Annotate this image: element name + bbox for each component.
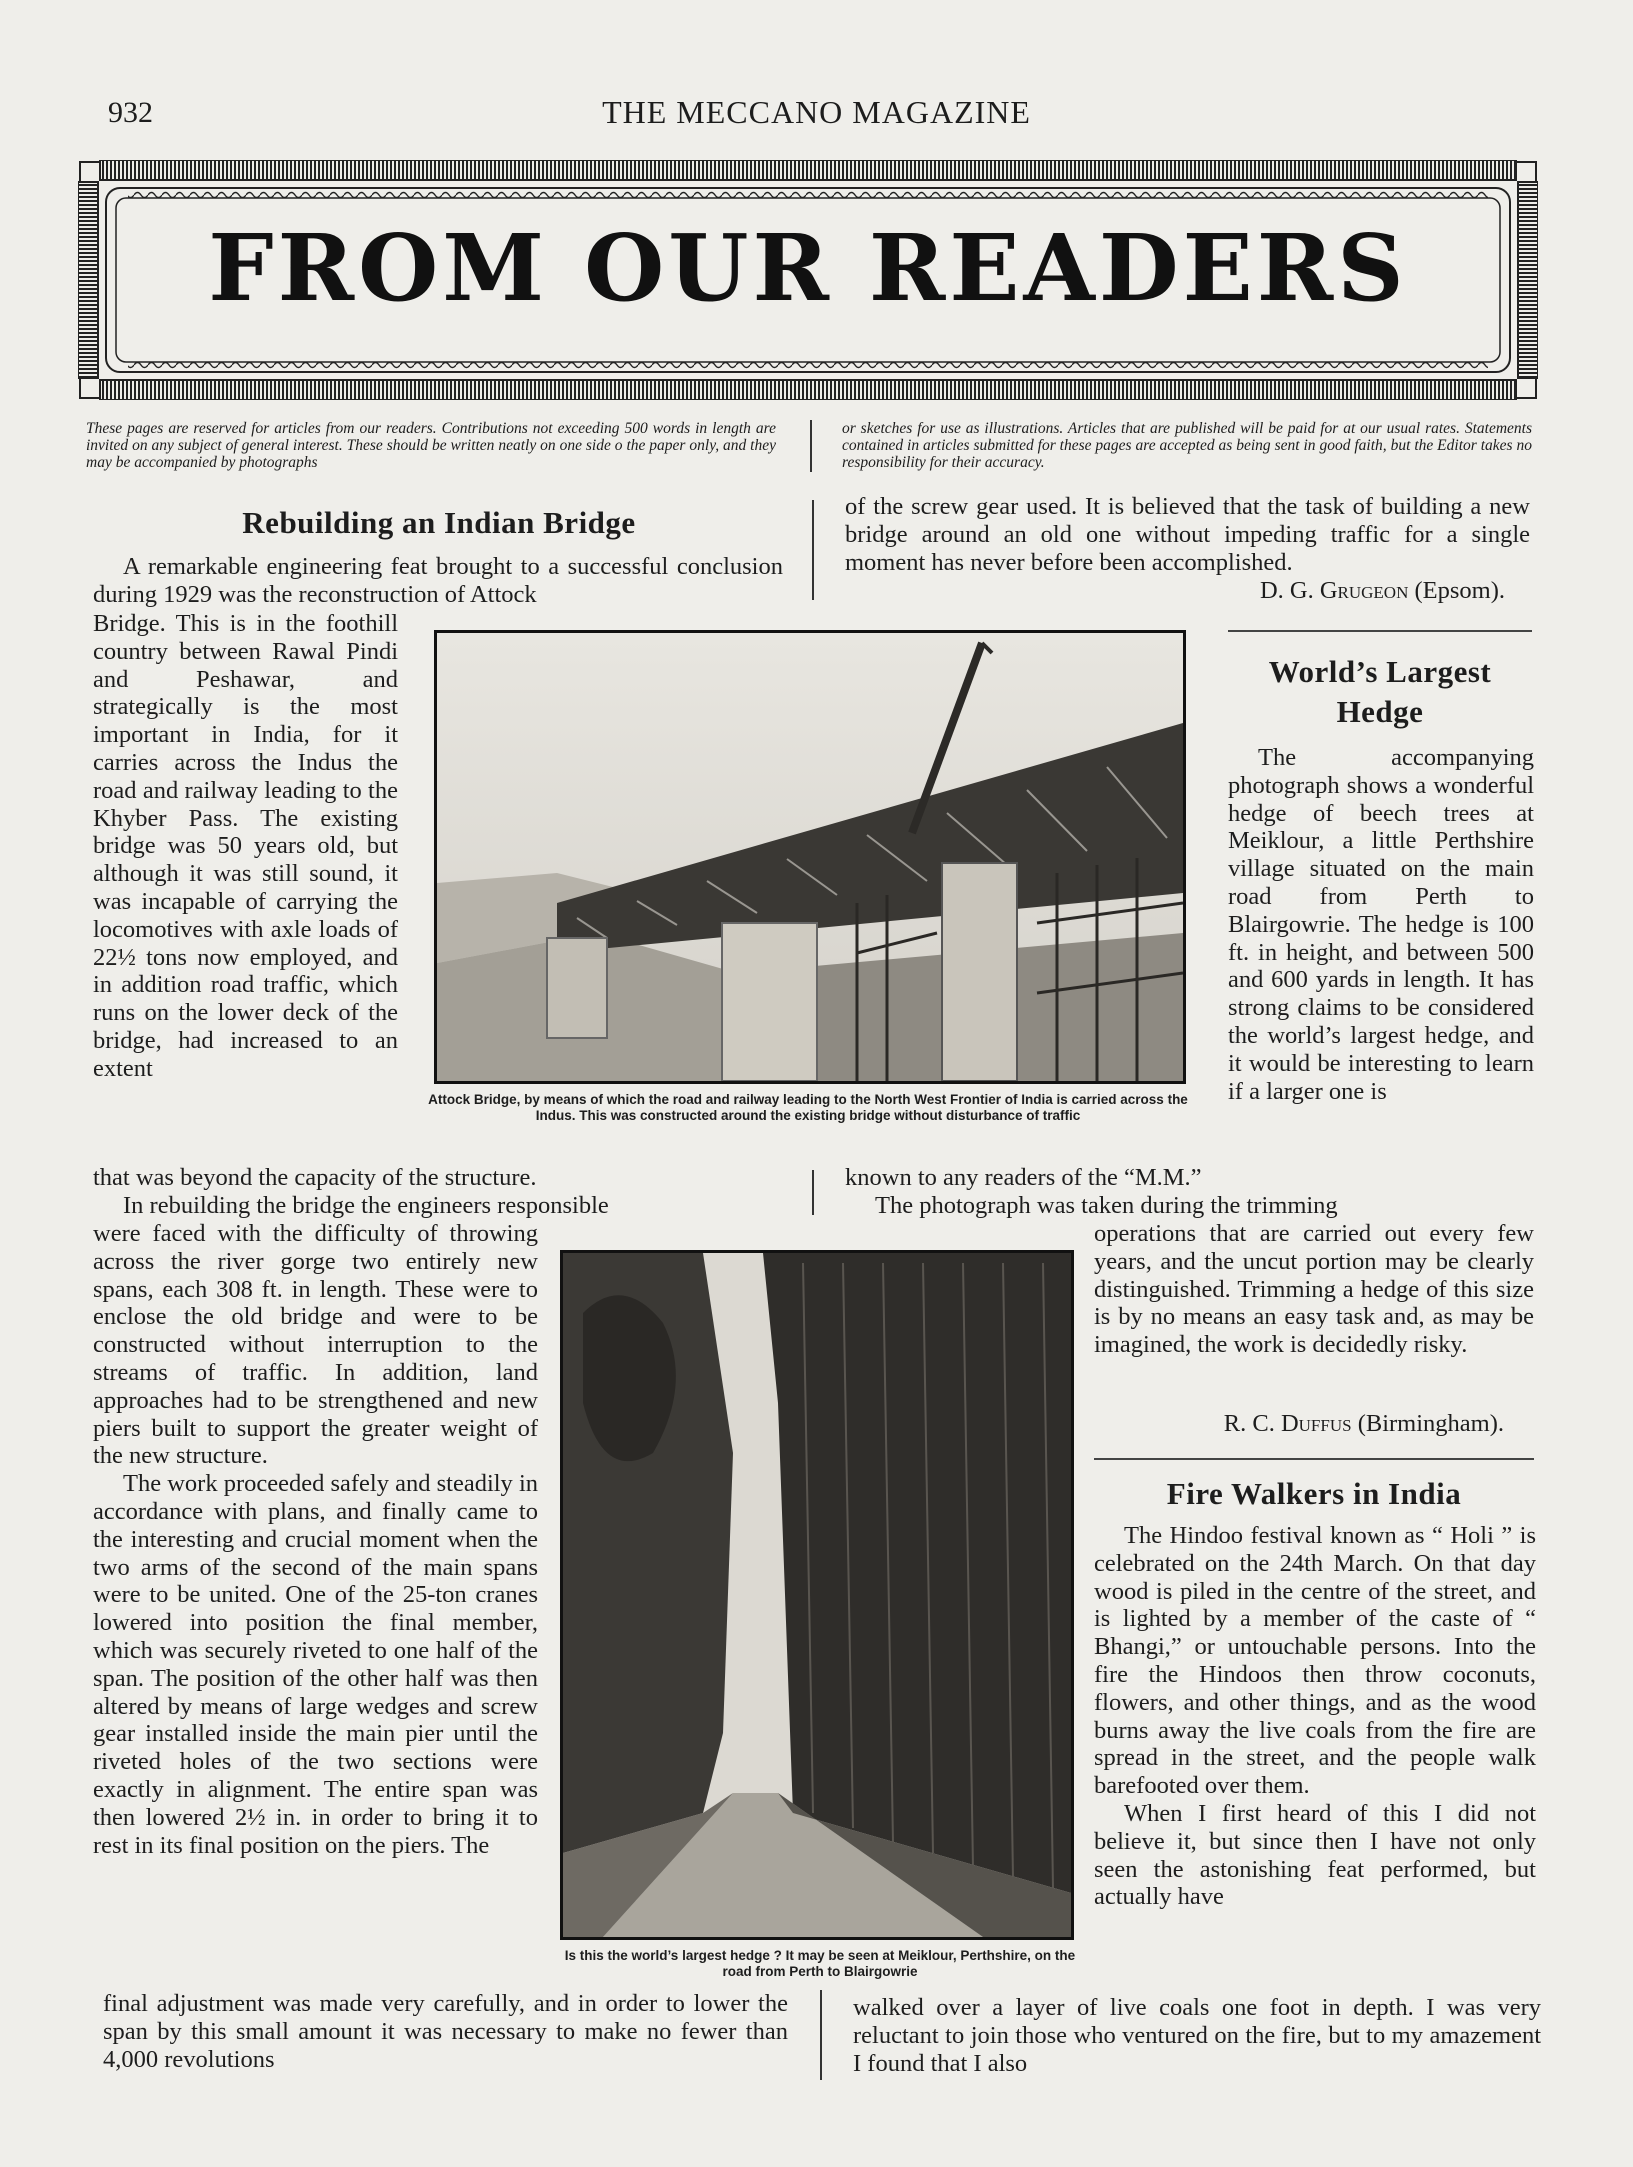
bridge-text: final adjustment was made very carefully, and in order to lower the span by this small amount it was necessary to make no fewer than 4,000 revolutions — [103, 1990, 788, 2073]
heading-line: World’s Largest — [1268, 654, 1492, 689]
intro-note-left: These pages are reserved for articles from our readers. Contributions not exceeding 500 words in length are invited on any subject of general interest. These should be written neatly on one side o the paper only, and they may be accompanied by photographs — [86, 420, 776, 471]
author-place: (Epsom). — [1414, 577, 1505, 604]
bridge-text: The work proceeded safely and steadily in accordance with plans, and finally came to the interesting and crucial moment when the two arms of the second of the main spans were to be united. One of the 25-ton cranes lowered into position the final member, which was securely riveted to one half of the span. The position of the other half was then altered by means of large wedges and screw gear installed inside the main pier until the riveted holes of the two sections were exactly in alignment. The entire span was then lowered 2½ in. in order to bring it to rest in its final position on the piers. The — [93, 1470, 538, 1859]
article-heading-largest-hedge — [1228, 652, 1532, 732]
bridge-text: In rebuilding the bridge the engineers responsible — [123, 1191, 609, 1219]
bridge-signature — [845, 577, 1505, 605]
bridge-continuation — [845, 493, 1530, 576]
author-name: R. C. Duffus — [1223, 1410, 1352, 1437]
attock-bridge-caption: Attock Bridge, by means of which the road and railway leading to the North West Frontier of India is carried across the Indus. This was constructed around the existing bridge without disturbance of traffic — [428, 1092, 1188, 1123]
meiklour-hedge-caption: Is this the world’s largest hedge ? It may be seen at Meiklour, Perthshire, on the road from Perth to Blairgowrie — [564, 1948, 1076, 1979]
fire-walkers-text: walked over a layer of live coals one foot in depth. I was very reluctant to join those who ventured on the fire, but to my amazement I found that I also — [853, 1994, 1541, 2077]
bridge-paragraph-2-wrap — [93, 1220, 538, 1859]
author-name: D. G. Grugeon — [1259, 577, 1409, 604]
fire-walkers-paragraph-1 — [1094, 1522, 1536, 1911]
article-heading-fire-walkers: Fire Walkers in India — [1166, 1476, 1462, 1511]
section-rule — [1228, 630, 1532, 632]
hedge-text: known to any readers of the “M.M.” — [845, 1164, 1202, 1191]
fire-walkers-text: When I first heard of this I did not believe it, but since then I have not only seen the astonishing feat performed, but actually have — [1094, 1799, 1536, 1911]
hedge-signature — [1094, 1410, 1504, 1438]
running-title: THE MECCANO MAGAZINE — [602, 94, 1031, 130]
page-number: 932 — [108, 96, 153, 129]
hedge-paragraph-2-wrap — [1094, 1220, 1534, 1359]
hedge-paragraph-1-wrap — [1228, 744, 1534, 1105]
bridge-text: A remarkable engineering feat brought to a successful conclusion during 1929 was the reconstruction of Attock — [93, 553, 783, 608]
attock-bridge-photo — [434, 630, 1186, 1084]
bridge-paragraph-1-end — [93, 1164, 813, 1220]
banner-title: FROM OUR READERS — [208, 214, 1408, 322]
column-divider — [812, 500, 814, 600]
bridge-text: of the screw gear used. It is believed that the task of building a new bridge around an old one without impeding traffic for a single moment has never before been accomplished. — [845, 493, 1530, 576]
bridge-paragraph-1-top — [93, 553, 783, 609]
bridge-text: that was beyond the capacity of the structure. — [93, 1164, 537, 1191]
hedge-text: operations that are carried out every few years, and the uncut portion may be clearly distinguished. Trimming a hedge of this size is by no means an easy task and, as may be imagined, the work is decidedly risky. — [1094, 1220, 1534, 1359]
fire-walkers-paragraph-2-end — [853, 1994, 1541, 2077]
hedge-paragraph-1-end — [845, 1164, 1535, 1220]
intro-note-right: or sketches for use as illustrations. Articles that are published will be paid for at our usual rates. Statements contained in articles submitted for these pages are accepted as being sent in good faith, but the Editor takes no responsibility for their accuracy. — [842, 420, 1532, 471]
author-place: (Birmingham). — [1357, 1410, 1504, 1437]
section-rule — [1094, 1458, 1534, 1460]
bridge-paragraph-3-end — [103, 1990, 788, 2073]
column-divider — [820, 1990, 822, 2080]
intro-divider — [810, 420, 812, 472]
column-divider — [812, 1170, 814, 1215]
heading-line: Hedge — [1336, 694, 1424, 729]
fire-walkers-text: The Hindoo festival known as “ Holi ” is celebrated on the 24th March. On that day wood is piled in the centre of the street, and is lighted by a member of the caste of “ Bhangi,” or untouchable persons. Into the fire the Hindoos then throw coconuts, flowers, and other things, and as the wood burns away the live coals from the fire are spread in the street, and the people walk barefooted over them. — [1094, 1522, 1536, 1800]
hedge-text: The photograph was taken during the trimming — [875, 1191, 1338, 1219]
title-banner — [78, 160, 1538, 400]
bridge-paragraph-1-wrap — [93, 610, 398, 1083]
meiklour-hedge-photo — [560, 1250, 1074, 1940]
bridge-text: Bridge. This is in the foothill country between Rawal Pindi and Peshawar, and strategically is the most important in India, for it carries across the Indus the road and railway leading to the Khyber Pass. The existing bridge was 50 years old, but although it was still sound, it was incapable of carrying the locomotives with axle loads of 22½ tons now employed, and in addition road traffic, which runs on the lower deck of the bridge, had increased to an extent — [93, 610, 398, 1082]
article-heading-indian-bridge: Rebuilding an Indian Bridge — [242, 505, 636, 540]
bridge-text: were faced with the difficulty of throwing across the river gorge two entirely new spans, each 308 ft. in length. These were to enclose the old bridge and were to be constructed without interruption to the streams of traffic. In addition, land approaches had to be strengthened and new piers built to support the greater weight of the new structure. — [93, 1220, 538, 1470]
hedge-text: The accompanying photograph shows a wonderful hedge of beech trees at Meiklour, a little Perthshire village situated on the main road from Perth to Blairgowrie. The hedge is 100 ft. in height, and between 500 and 600 yards in length. It has strong claims to be considered the world’s largest hedge, and it would be interesting to learn if a larger one is — [1228, 744, 1534, 1105]
